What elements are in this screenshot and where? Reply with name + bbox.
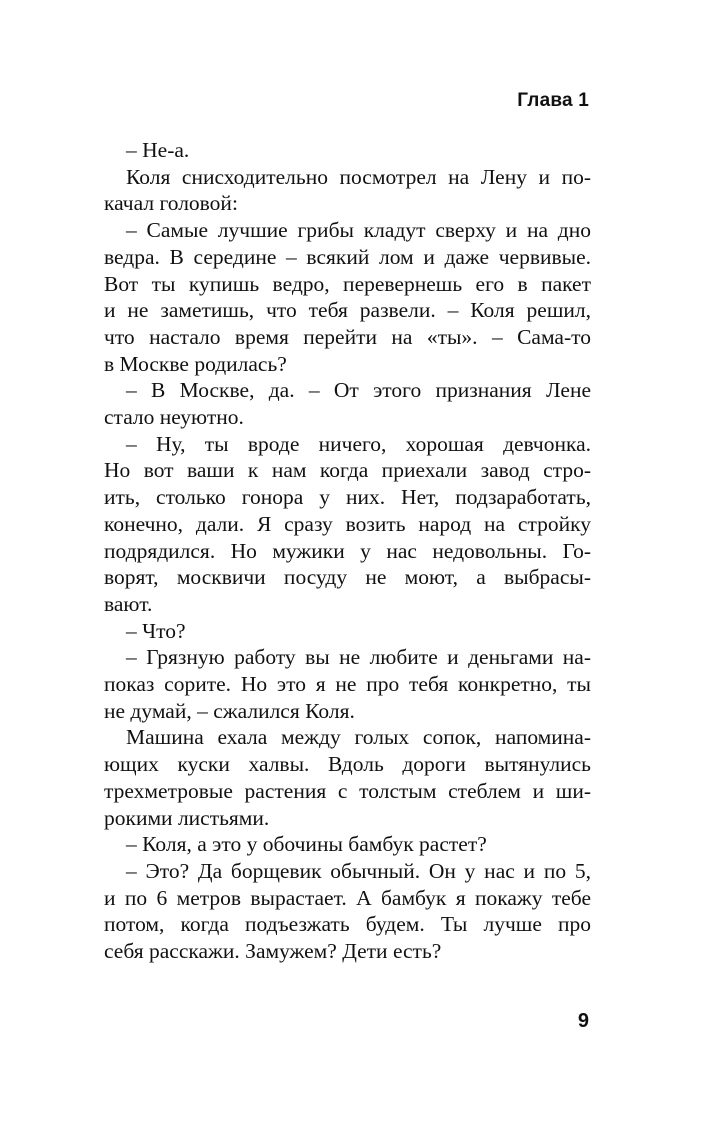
text-line: что настало время перейти на «ты». – Сама-то xyxy=(104,324,591,349)
paragraph xyxy=(104,831,591,858)
text-line: рокими листьями. xyxy=(104,805,270,830)
text-line: Вот ты купишь ведро, перевернешь его в пакет xyxy=(104,271,591,296)
text-line: качал головой: xyxy=(104,191,238,216)
text-line: Коля снисходительно посмотрел на Лену и по- xyxy=(126,164,591,189)
text-line: ить, столько гонора у них. Нет, подзаработать, xyxy=(104,485,591,510)
paragraph xyxy=(104,217,591,377)
text-line: – Грязную работу вы не любите и деньгами на- xyxy=(126,645,591,670)
text-line: и по 6 метров вырастает. А бамбук я покажу тебе xyxy=(104,885,591,910)
page-number: 9 xyxy=(577,1010,589,1032)
text-line: ведра. В середине – всякий лом и даже червивые. xyxy=(104,244,591,269)
text-line: показ сорите. Но это я не про тебя конкретно, ты xyxy=(104,672,591,697)
text-line: трехметровые растения с толстым стеблем и ши- xyxy=(104,778,591,803)
text-line: Но вот ваши к нам когда приехали завод стро- xyxy=(104,458,591,483)
text-line: – Коля, а это у обочины бамбук растет? xyxy=(126,832,487,857)
text-line: подрядился. Но мужики у нас недовольны. Го- xyxy=(104,538,591,563)
paragraph xyxy=(104,164,591,217)
text-line: ющих куски халвы. Вдоль дороги вытянулись xyxy=(104,752,591,777)
text-line: – Ну, ты вроде ничего, хорошая девчонка. xyxy=(126,431,591,456)
paragraph xyxy=(104,137,591,164)
paragraph xyxy=(104,431,591,618)
text-line: не думай, – сжалился Коля. xyxy=(104,698,355,723)
paragraph xyxy=(104,644,591,724)
text-line: конечно, дали. Я сразу возить народ на стройку xyxy=(104,511,591,536)
text-line: – Это? Да борщевик обычный. Он у нас и по 5, xyxy=(126,858,591,883)
text-line: в Москве родилась? xyxy=(104,351,287,376)
text-line: вают. xyxy=(104,591,153,616)
paragraph xyxy=(104,858,591,965)
text-line: себя расскажи. Замужем? Дети есть? xyxy=(104,939,442,964)
text-line: – Самые лучшие грибы кладут сверху и на дно xyxy=(126,218,591,243)
text-line: и не заметишь, что тебя развели. – Коля решил, xyxy=(104,298,591,323)
text-line: потом, когда подъезжать будем. Ты лучше про xyxy=(104,912,591,937)
paragraph xyxy=(104,377,591,430)
text-line: – В Москве, да. – От этого признания Лене xyxy=(126,378,591,403)
paragraph xyxy=(104,724,591,831)
text-line: – Что? xyxy=(126,618,186,643)
paragraph xyxy=(104,618,591,645)
text-line: – Не-а. xyxy=(126,138,190,162)
chapter-header: Глава 1 xyxy=(517,90,589,111)
text-line: Машина ехала между голых сопок, напомина- xyxy=(126,725,591,750)
page-body-text xyxy=(104,137,591,965)
text-line: стало неуютно. xyxy=(104,405,244,430)
text-line: ворят, москвичи посуду не моют, а выбрасы- xyxy=(104,565,591,590)
